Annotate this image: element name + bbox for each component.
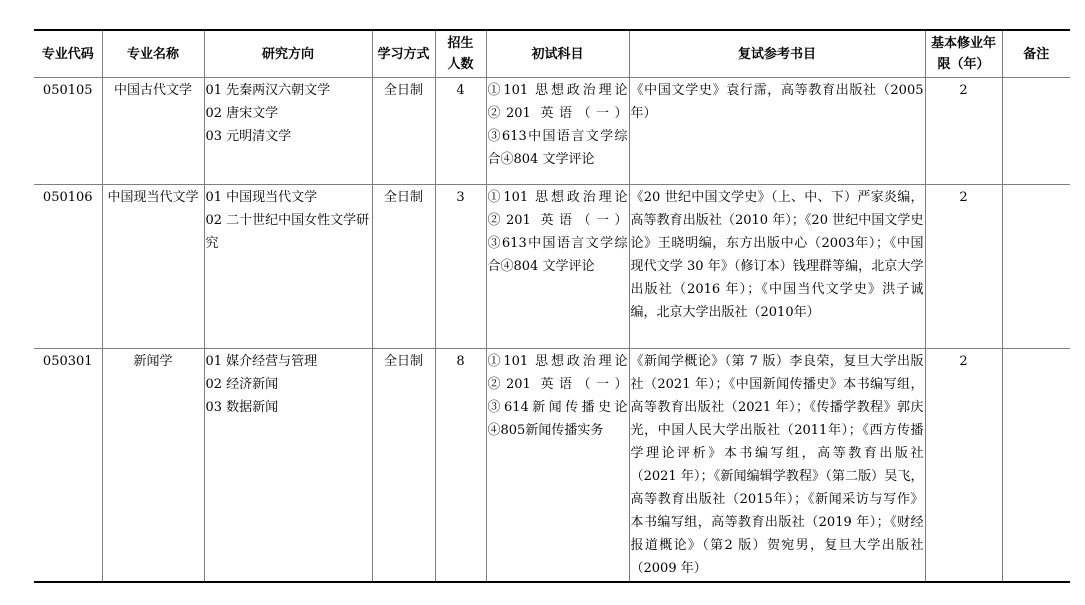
cell-note bbox=[1002, 78, 1070, 185]
cell-code: 050301 bbox=[34, 349, 102, 582]
cell-code: 050105 bbox=[34, 78, 102, 185]
cell-exam: ①101 思想政治理论②201 英语（一）③613中国语言文学综合④804 文学评论 bbox=[486, 185, 629, 349]
direction-item: 02 唐宋文学 bbox=[205, 106, 279, 121]
header-years: 基本修业年限（年） bbox=[925, 30, 1002, 78]
cell-exam: ①101 思想政治理论②201 英语（一）③614新闻传播史论④805新闻传播实务 bbox=[486, 349, 629, 582]
cell-years: 2 bbox=[925, 78, 1002, 185]
direction-item: 01 中国现当代文学 bbox=[205, 190, 318, 205]
direction-item: 02 经济新闻 bbox=[205, 377, 279, 392]
table-row bbox=[34, 78, 1070, 185]
direction-item: 02 二十世纪中国女性文学研究 bbox=[205, 213, 370, 251]
program-table-container bbox=[34, 29, 1070, 583]
cell-refs: 《新闻学概论》（第 7 版）李良荣，复旦大学出版社（2021 年）；《中国新闻传播史》本书编写组，高等教育出版社（2021 年）；《传播学教程》郭庆光，中国人民大学出版社（2011年）；《西方传播学理论评析》本书编写组，高等教育出版社（2021 年）；《新闻编辑学教程》（第二版）吴飞，高等教育出版社（2015年）；《新闻采访与写作》本书编写组，高等教育出版社（2019 年）；《财经报道概论》（第2 版）贺宛男，复旦大学出版社（2009 年） bbox=[629, 349, 925, 582]
cell-name: 新闻学 bbox=[102, 349, 204, 582]
cell-refs: 《20 世纪中国文学史》（上、中、下）严家炎编，高等教育出版社（2010 年）；《20 世纪中国文学史论》王晓明编，东方出版中心（2003年）；《中国现代文学 30 年》（修订本）钱理群等编，北京大学出版社（2016 年）；《中国当代文学史》洪子诚编，北京大学出版社（2010年） bbox=[629, 185, 925, 349]
direction-item: 03 数据新闻 bbox=[205, 400, 279, 415]
table-row bbox=[34, 349, 1070, 582]
cell-mode: 全日制 bbox=[372, 78, 435, 185]
cell-exam: ①101 思想政治理论②201 英语（一）③613中国语言文学综合④804 文学评论 bbox=[486, 78, 629, 185]
cell-refs: 《中国文学史》袁行霈，高等教育出版社（2005年） bbox=[629, 78, 925, 185]
cell-directions bbox=[204, 185, 372, 349]
cell-directions bbox=[204, 78, 372, 185]
cell-years: 2 bbox=[925, 185, 1002, 349]
header-note: 备注 bbox=[1002, 30, 1070, 78]
direction-item: 01 先秦两汉六朝文学 bbox=[205, 83, 331, 98]
cell-directions bbox=[204, 349, 372, 582]
cell-mode: 全日制 bbox=[372, 185, 435, 349]
cell-note bbox=[1002, 349, 1070, 582]
header-row bbox=[34, 30, 1070, 78]
cell-code: 050106 bbox=[34, 185, 102, 349]
cell-enroll: 8 bbox=[435, 349, 486, 582]
direction-item: 03 元明清文学 bbox=[205, 129, 292, 144]
cell-name: 中国现当代文学 bbox=[102, 185, 204, 349]
header-exam: 初试科目 bbox=[486, 30, 629, 78]
direction-item: 01 媒介经营与管理 bbox=[205, 354, 318, 369]
header-code: 专业代码 bbox=[34, 30, 102, 78]
cell-years: 2 bbox=[925, 349, 1002, 582]
header-direction: 研究方向 bbox=[204, 30, 372, 78]
header-name: 专业名称 bbox=[102, 30, 204, 78]
program-table bbox=[34, 29, 1070, 583]
header-mode: 学习方式 bbox=[372, 30, 435, 78]
header-enroll: 招生人数 bbox=[435, 30, 486, 78]
table-row bbox=[34, 185, 1070, 349]
cell-name: 中国古代文学 bbox=[102, 78, 204, 185]
cell-enroll: 4 bbox=[435, 78, 486, 185]
cell-mode: 全日制 bbox=[372, 349, 435, 582]
header-refs: 复试参考书目 bbox=[629, 30, 925, 78]
cell-note bbox=[1002, 185, 1070, 349]
cell-enroll: 3 bbox=[435, 185, 486, 349]
